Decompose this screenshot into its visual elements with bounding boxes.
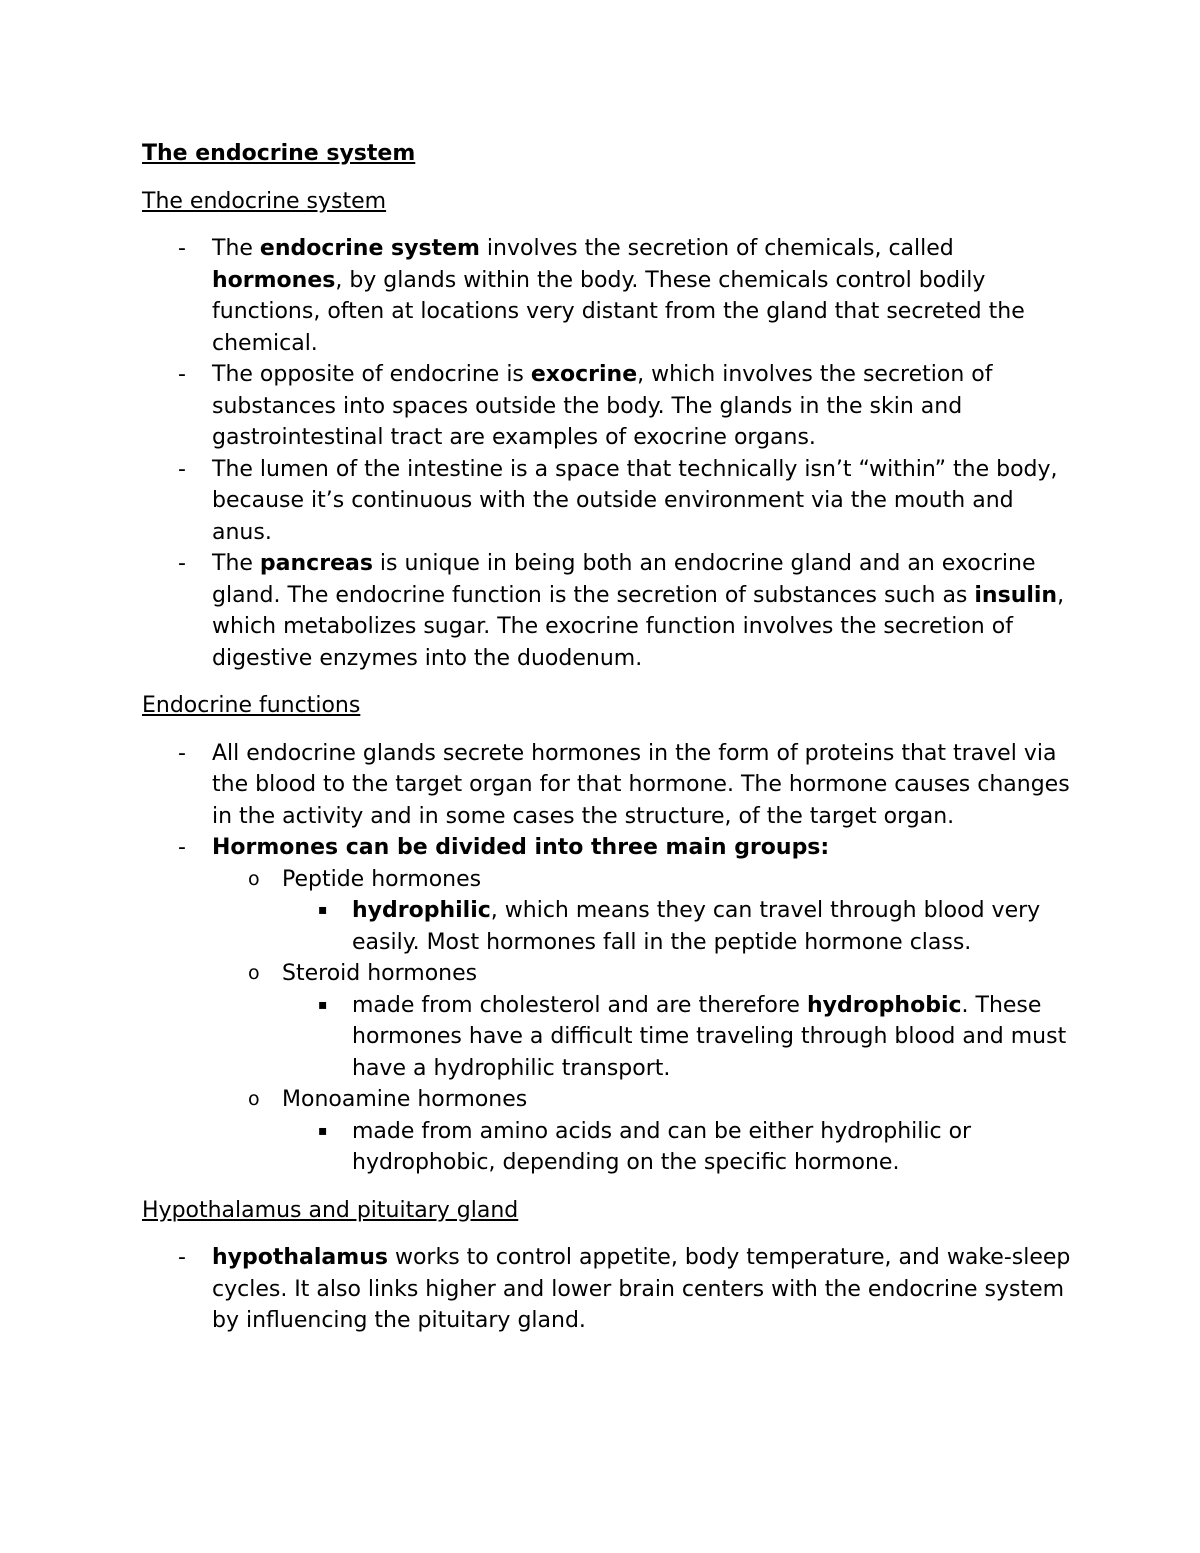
text-run: , which metabolizes sugar. The exocrine function involves the secretion of digestive enzymes into the duodenum. (212, 582, 1065, 671)
text-run: is unique in being both an endocrine gland and an exocrine gland. The endocrine function is the secretion of substances such as (212, 551, 1036, 608)
detail-list (282, 895, 1072, 958)
dash-bullet-marker: - (178, 456, 186, 482)
detail-list-item (282, 1116, 1072, 1179)
bold-term: exocrine (530, 362, 638, 387)
text-run: involves the secretion of chemicals, called (479, 236, 954, 261)
hormone-class-label: Steroid hormones (282, 961, 478, 986)
list-item (142, 359, 1072, 454)
text-run: made from cholesterol and are therefore (352, 992, 807, 1018)
text-run: , which means they can travel through blood very easily. Most hormones fall in the peptide hormone class. (352, 898, 1041, 955)
sub-list-item (212, 958, 1072, 1084)
text-run: The (212, 236, 260, 261)
dash-bullet-marker: - (178, 835, 186, 860)
circle-bullet-marker: o (248, 1088, 260, 1110)
bold-term: endocrine system (259, 236, 480, 261)
list-item (142, 1242, 1072, 1337)
text-run: . These hormones have a difficult time traveling through blood and must have a hydrophilic transport. (352, 992, 1067, 1081)
section-heading: The endocrine system (142, 188, 387, 214)
document-body (142, 138, 1072, 1353)
detail-list-item (282, 990, 1072, 1085)
detail-list (282, 990, 1072, 1085)
list-item (142, 233, 1072, 359)
dash-bullet-marker: - (178, 362, 186, 387)
bullet-list (142, 233, 1072, 674)
bold-term: insulin (974, 582, 1058, 608)
dash-bullet-marker: - (178, 1245, 186, 1270)
dash-bullet-marker: - (178, 236, 186, 261)
page-title: The endocrine system (142, 141, 416, 166)
bold-term: hypothalamus (212, 1245, 388, 1270)
bullet-list (142, 1242, 1072, 1337)
circle-bullet-marker: o (248, 962, 260, 984)
sub-list-item (212, 1084, 1072, 1179)
section-heading: Endocrine functions (142, 693, 361, 718)
text-run: works to control appetite, body temperature, and wake-sleep cycles. It also links higher and lower brain centers with the endocrine system by influencing the pituitary gland. (212, 1245, 1071, 1333)
text-run: made from amino acids and can be either hydrophilic or hydrophobic, depending on the specific hormone. (352, 1118, 972, 1175)
dash-bullet-marker: - (178, 551, 186, 576)
bold-term: hormones (212, 267, 336, 293)
text-run: , by glands within the body. These chemicals control bodily functions, often at locations very distant from the gland that secreted the chemical. (212, 267, 1025, 356)
square-bullet-marker: ▪ (318, 996, 328, 1013)
bold-term: hydrophilic (352, 898, 491, 923)
list-item (142, 548, 1072, 674)
circle-bullet-marker: o (248, 867, 260, 890)
text-run: The opposite of endocrine is (212, 362, 531, 387)
bullet-list (142, 738, 1072, 1179)
bold-term: Hormones can be divided into three main groups: (212, 835, 830, 860)
list-item (142, 738, 1072, 833)
list-item (142, 454, 1072, 549)
detail-list-item (282, 895, 1072, 958)
hormone-class-label: Peptide hormones (282, 866, 482, 892)
detail-list (282, 1116, 1072, 1179)
text-run: The (212, 551, 260, 576)
sections-container (142, 186, 1072, 1337)
bold-term: pancreas (259, 551, 373, 576)
square-bullet-marker: ▪ (318, 1122, 328, 1139)
square-bullet-marker: ▪ (318, 902, 328, 918)
sub-list (212, 864, 1072, 1179)
sub-list-item (212, 864, 1072, 959)
dash-bullet-marker: - (178, 740, 186, 766)
section-heading: Hypothalamus and pituitary gland (142, 1197, 519, 1223)
text-run: The lumen of the intestine is a space that technically isn’t “within” the body, because it’s continuous with the outside environment via the mouth and anus. (212, 456, 1058, 545)
hormone-class-label: Monoamine hormones (282, 1087, 528, 1112)
text-run: All endocrine glands secrete hormones in the form of proteins that travel via the blood to the target organ for that hormone. The hormone causes changes in the activity and in some cases the structure, of the target organ. (212, 740, 1070, 829)
list-item (142, 832, 1072, 1179)
text-run: , which involves the secretion of substances into spaces outside the body. The glands in the skin and gastrointestinal tract are examples of exocrine organs. (212, 362, 993, 450)
bold-term: hydrophobic (806, 992, 962, 1018)
